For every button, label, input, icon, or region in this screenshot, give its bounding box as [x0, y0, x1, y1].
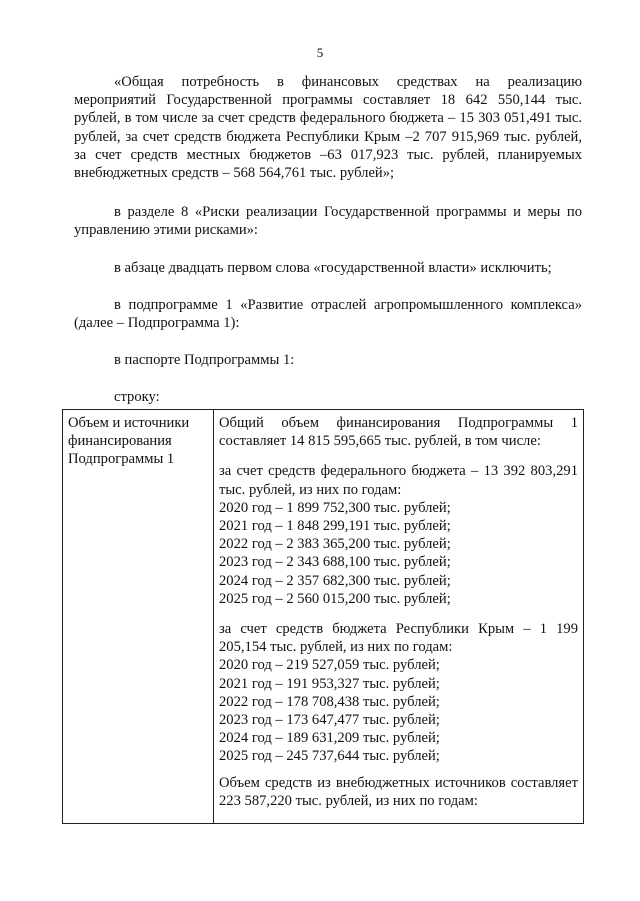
year-line: 2025 год – 2 560 015,200 тыс. рублей;: [219, 590, 451, 607]
paragraph-subprogram-1: в подпрограмме 1 «Развитие отраслей агропромышленного комплекса» (далее – Подпрограмма 1):: [74, 296, 582, 332]
paragraph-section-8: в разделе 8 «Риски реализации Государственной программы и меры по управлению этими рисками»:: [74, 204, 582, 239]
year-line: 2022 год – 2 383 365,200 тыс. рублей;: [219, 536, 451, 553]
extrabudget-text: Объем средств из внебюджетных источников составляет 223 587,220 тыс. рублей, из них по годам:: [219, 774, 578, 809]
paragraph-passport: в паспорте Подпрограммы 1:: [114, 352, 295, 369]
passport-table: [62, 409, 584, 824]
year-line: 2024 год – 2 357 682,300 тыс. рублей;: [219, 572, 451, 589]
year-line: 2023 год – 2 343 688,100 тыс. рублей;: [219, 554, 451, 571]
page-number: 5: [316, 45, 324, 60]
body-text: [74, 73, 582, 407]
year-line: 2025 год – 245 737,644 тыс. рублей;: [219, 748, 440, 765]
paragraph-funding-total: «Общая потребность в финансовых средствах на реализацию мероприятий Государственной программы составляет 18 642 550,144 тыс. рублей, в том числе за счет средств федерального бюджета – 15 303 051,491 тыс. рублей, за счет средств бюджета Республики Крым –2 707 915,969 тыс. рублей, за счет средств местных бюджетов –63 017,923 тыс. рублей, планируемых внебюджетных средств – 568 564,761 тыс. рублей»;: [74, 74, 582, 182]
year-line: 2021 год – 1 848 299,191 тыс. рублей;: [219, 518, 451, 535]
table-row: [63, 410, 584, 824]
federal-head: за счет средств федерального бюджета – 13 392 803,291 тыс. рублей, из них по годам:: [219, 463, 578, 498]
year-line: 2021 год – 191 953,327 тыс. рублей;: [219, 675, 440, 692]
regional-years-list: [219, 656, 578, 765]
content-cell: [214, 410, 584, 824]
paragraph-line: строку:: [114, 389, 160, 406]
year-line: 2022 год – 178 708,438 тыс. рублей;: [219, 693, 440, 710]
funding-intro: Общий объем финансирования Подпрограммы 1 составляет 14 815 595,665 тыс. рублей, в том числе:: [219, 415, 578, 450]
paragraph-abzac: в абзаце двадцать первом слова «государственной власти» исключить;: [114, 259, 552, 276]
federal-years-list: [219, 499, 578, 608]
year-line: 2024 год – 189 631,209 тыс. рублей;: [219, 730, 440, 747]
year-line: 2020 год – 219 527,059 тыс. рублей;: [219, 657, 440, 674]
year-line: 2020 год – 1 899 752,300 тыс. рублей;: [219, 499, 451, 516]
year-line: 2023 год – 173 647,477 тыс. рублей;: [219, 712, 440, 729]
regional-head: за счет средств бюджета Республики Крым – 1 199 205,154 тыс. рублей, из них по годам:: [219, 621, 578, 656]
label-cell: Объем и источники финансирования Подпрограммы 1: [63, 410, 214, 824]
